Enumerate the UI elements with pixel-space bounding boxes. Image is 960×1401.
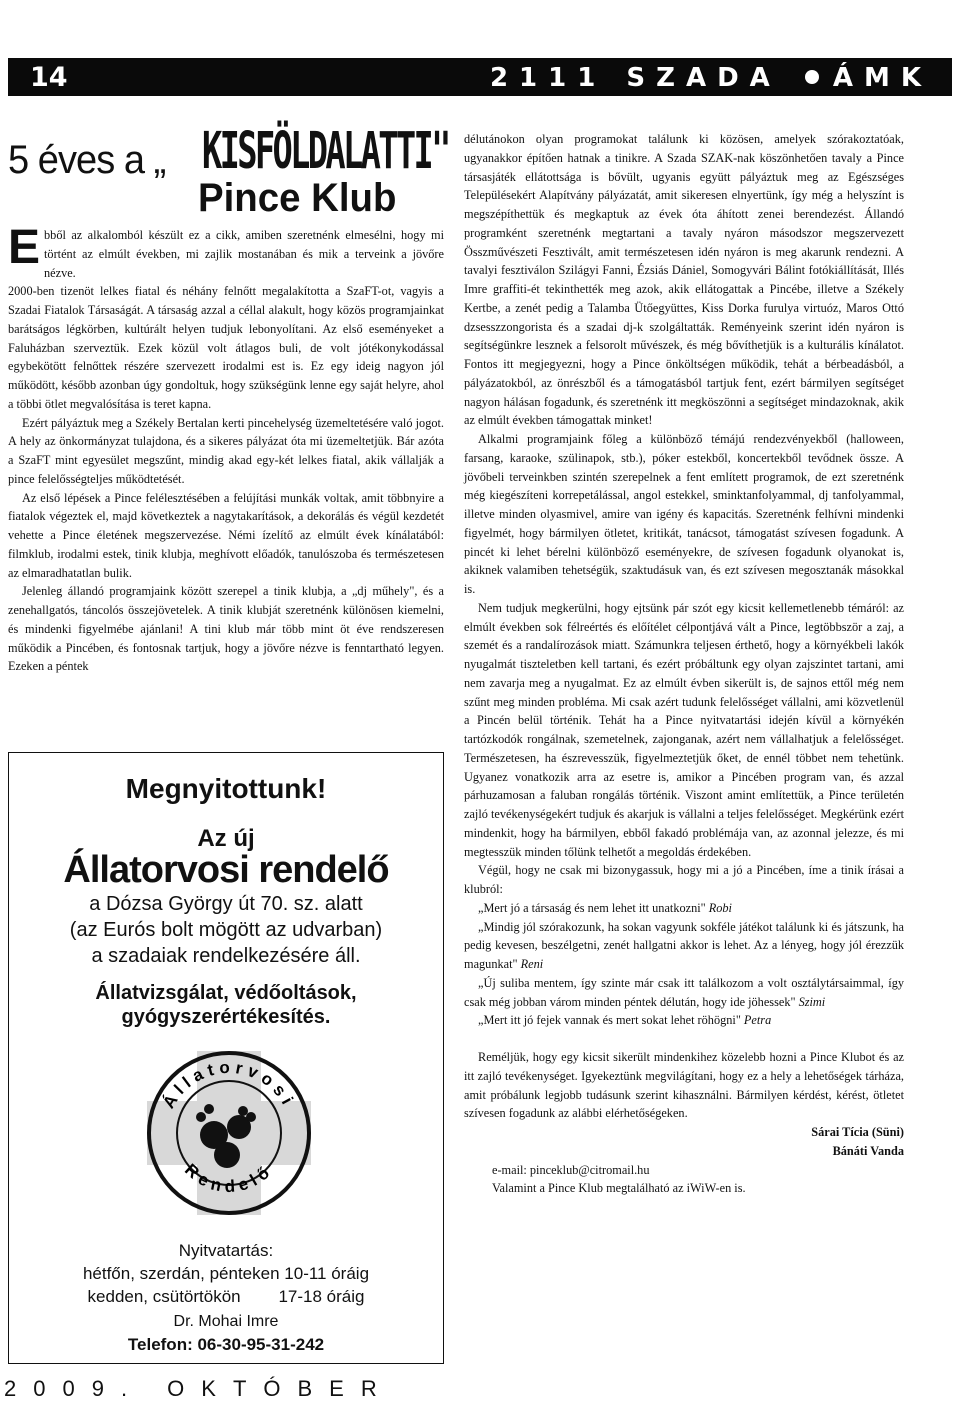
quote: „Mindig jól szórakozunk, ha sokan vagyunk sokféle játékot találunk ki és játszunk, ha pedig kevesen, beszélgetni, zenét hallgatni akkor is lehet. Az a lényeg, hogy jól érezzük magunkat" Reni — [464, 919, 904, 971]
paragraph: Nem tudjuk megkerülni, hogy ejtsünk pár szót egy kicsit kellemetlenebb témáról: az elmúlt években sok félreértés és előítélet célpontjává vált a Pince, legtöbbször a zaj, a szemét és a randalírozások miatt. Számunkra teljesen érthető, hogy a környékbeli lakók nyugalmát tiszteletben kell tartani, és ezért próbáltunk egy olyan zajszintet tartani, ami nem zavarja meg a nyugalmat. Ez az elmúlt évben sikerült is, de sajnos ettől még nem szűnt meg minden probléma. Mi csak azért tudunk felelősséget vállalni, ami közvetlenül a Pincén belül történik. Tehát ha a Pince nyitvatartási idején kívül a környékén tartózkodók rongálnak, szemetelnek, zajonganak, azért nem vállalhatjuk a felelősséget. Természetesen, ha észrevesszük, figyelmeztetjük őket, de ennél többet nem tehetünk. Ugyanez vonatkozik arra az esetre is, amikor a Pincében program van, és azzal párhuzamosan a faluban rongálás történik. Viszont amint említettük, a Pince területén zajló tevékenységekért tudjuk és akarjuk is vállalni a teljes felelősséget. Megkérünk ezért mindenkit, hogy ha bármilyen, ebből fakadó problémája van, az azonnal jelezze, és mi megtesszük minden tőlünk telhetőt a megoldás érdekében. — [464, 600, 904, 859]
title-part3: Pince Klub — [198, 176, 397, 220]
page-number: 14 — [30, 62, 68, 93]
header-bar — [8, 58, 952, 96]
paragraph-closing: Reméljük, hogy egy kicsit sikerült mindenkihez közelebb hozni a Pince Klubot és az itt zajló tevékenységet. Igyekeztünk megvilágítani, hogy ez a hely a lehetőségek tárháza, amit próbálunk legjobb tudásunk szerint kihasználni. Bármilyen kérdést, kérést, ötletet szívesen fogadunk az alábbi elérhetőségeken. — [464, 1050, 904, 1121]
quote: „Új suliba mentem, így szinte már csak itt találkozom a volt osztálytársaimmal, így csak még jobban várom minden péntek délután, hogy ide jöhessek" Szimi — [464, 975, 904, 1009]
ad-headline: Megnyitottunk! — [125, 773, 327, 804]
quote: „Mert itt jó fejek vannak és mert sokat lehet röhögni" Petra — [478, 1013, 772, 1028]
iwiw-text: Valamint a Pince Klub megtalálható az iWiW-en is. — [492, 1181, 746, 1196]
right-column — [464, 130, 904, 1198]
vet-logo-icon — [139, 1043, 319, 1223]
paragraph: Végül, hogy ne csak mi bizonygassuk, hogy mi a jó a Pincében, íme a tinik írásai a klubról: — [464, 863, 904, 896]
masthead — [490, 63, 932, 93]
article-title — [8, 122, 448, 222]
logo-top-text: Állatorvosi — [159, 1057, 300, 1112]
dropcap: E — [8, 221, 41, 274]
quote: „Mert jó a társaság és nem lehet itt unatkozni" Robi — [478, 900, 732, 915]
title-part1: 5 éves a „ — [8, 138, 166, 182]
paragraph: Alkalmi programjaink főleg a különböző témájú rendezvényekből (halloween, farsang, karaoke, szülinapok, stb.), póker estekből, koncertekből tevődnek össze. A jövőbeli terveinkben szintén szerepelnek a fent említett programok, de ezt szeretnénk még kiegészíteni korrepetálással, angol estekkel, sminktanfolyammal, dj tanfolyammal, illetve minden olyasmivel, amire van igény és kapacitás. Szeretnénk felhívni mindenki figyelmét, hogy bármilyen ötletet, kritikát, tanácsot, támogatást szívesen fogadunk. A pincét ki lehet bérelni különböző eseményekre, de szívesen fogadunk olyanokat is, akiknek valamiben tehetségük, szaktudásuk van, és ezt szívesen megosztanák másokkal is. — [464, 432, 904, 596]
title-part2: KISFÖLDALATTI" — [202, 122, 449, 181]
ad-doctor: Dr. Mohai Imre — [173, 1313, 279, 1330]
paragraph: Jelenleg állandó programjaink között szerepel a tinik klubja, a „dj műhely", és a zenehallgatós, táncolós összejövetelek. A tinik klubját szeretnénk különösen kiemelni, és mindenki figyelmébe ajánlani! A tini klub már több mint öt éve rendszeresen működik a Pincében, és fontosnak tartjuk, hogy a jövőre nézve is fenntartható legyen. Ezeken a péntek — [8, 584, 444, 674]
ad-services: Állatvizsgálat, védőoltások, gyógyszerértékesítés. — [95, 982, 357, 1028]
paragraph-intro: Ebből az alkalomból készült ez a cikk, amiben szeretnénk elmesélni, hogy mi történt az elmúlt években, mi zajlik mostanában és mik a terveink a jövőre nézve. — [8, 221, 444, 280]
vet-clinic-ad — [8, 752, 444, 1364]
masthead-right: ÁMK — [832, 63, 932, 93]
paragraph: délutánokon olyan programokat találunk ki közösen, amelyek szórakoztatóak, ugyanakkor építően hatnak a tinikre. A Szada SZAK-nak köszönhetően tavaly a Pince társasjáték ellátottsága is bővült, ugyanis együtt pályáztuk meg az Egészséges Településekért Alapítvány pályázatát, amit sikeresen elnyertünk, így még a helyszínt is megszépíthettük és megkaptuk az évek óta áhított zenei berendezést. Állandó programként szeretnénk megtartani a tavaly nyáron másodszor megszervezett Összművészeti Fesztivált, amit természetesen idén nyáron is meg akarunk rendezni. A tavalyi fesztiválon Szilágyi Fanni, Ézsiás Dániel, Somogyvári Bálint fotókiállítását, Illés Imre graffiti-ét tekinthették meg azok, akik ellátogattak a Pincébe, illetve a Székely Kertbe, a zenét pedig a Talamba Ütőegyüttes, Kiss Dorka furulya virtuóz, Maros Ottó dzsesszzongorista és a szadai dj-k szolgáltatták. Reményeink szerint idén nyáron is segítségünkre lesznek a felsorolt művészek, és még bővíthetjük is a kulturális kínálatot. Fontos itt megjegyezni, hogy a Pince önköltségen működik, tehát a bérbeadásból, a pályázatokból, az önrészből és a támogatásból tartjuk fent, ezért bármilyen segítséget nagyon hálásan fogadunk, és szeretnénk itt megköszönni a segítséget mindazoknak, akik az elmúlt években támogattak minket! — [464, 132, 904, 428]
bullet-dot-icon — [805, 70, 819, 84]
ad-opening-hours: Nyitvatartás: hétfőn, szerdán, pénteken 10-11 óráig kedden, csütörtökön 17-18 óráig — [82, 1241, 370, 1306]
email-text: e-mail: pinceklub@citromail.hu — [492, 1162, 650, 1177]
ad-address: a Dózsa György út 70. sz. alatt (az Eurós bolt mögött az udvarban) a szadaiak rendelkezésére áll. — [69, 893, 383, 967]
masthead-left: 2111 SZADA — [489, 63, 781, 93]
ad-phone: Telefon: 06-30-95-31-242 — [127, 1335, 325, 1354]
paragraph: Ezért pályáztuk meg a Székely Bertalan kerti pincehelység üzemeltetésére való jogot. A hely az önkormányzat tulajdona, és a sikeres pályázat óta mi üzemeltetjük. Bár azóta a SzaFT mint egyesület megszűnt, mindig akad egy-két lelkes fiatal, akik vállalják a pince felelősségteljes működtetését. — [8, 415, 444, 486]
paragraph: Az első lépések a Pince felélesztésében a felújítási munkák voltak, amit többnyire a fiatalok végeztek el, majd következtek a nagytakarítások, a dekorálás és végül kezdetét vehette a Pince életének megszervezése. Némi ízelítő az elmúlt évek kínálatából: filmklub, irodalmi estek, tinik klubja, meghívott előadók, tanulószoba és természetesen az elmaradhatatlan bulik. — [8, 490, 444, 580]
ad-sub: Az új — [197, 825, 255, 852]
paragraph: 2000-ben tizenöt lelkes fiatal és néhány felnőtt megalakította a SzaFT-ot, vagyis a Szadai Fiatalok Társaságát. A társaság azzal a céllal alakult, hogy közös programjainkat barátságos légkörben, kultúrált helyen tudjuk lebonyolítani. Az első eseményeket a Faluházban szerveztük. Ezek közül volt átlagos buli, de volt jótékonykodással egybekötött felnőttek részére szervezett irodalmi est is. Ez egy ideig nagyon jól működött, később azonban úgy gondoltuk, hogy szükségünk lenne egy saját helyre, ahol a többi ötlet megvalósítása is teret kapna. — [8, 284, 444, 411]
footer-date: 2009. OKTÓBER — [4, 1376, 394, 1401]
logo-bottom-text: Rendelő — [181, 1160, 277, 1197]
signature: Sárai Tícia (Süni) — [811, 1125, 904, 1139]
ad-title: Állatorvosi rendelő — [63, 849, 389, 891]
signature: Bánáti Vanda — [832, 1143, 904, 1158]
left-column — [8, 221, 444, 676]
